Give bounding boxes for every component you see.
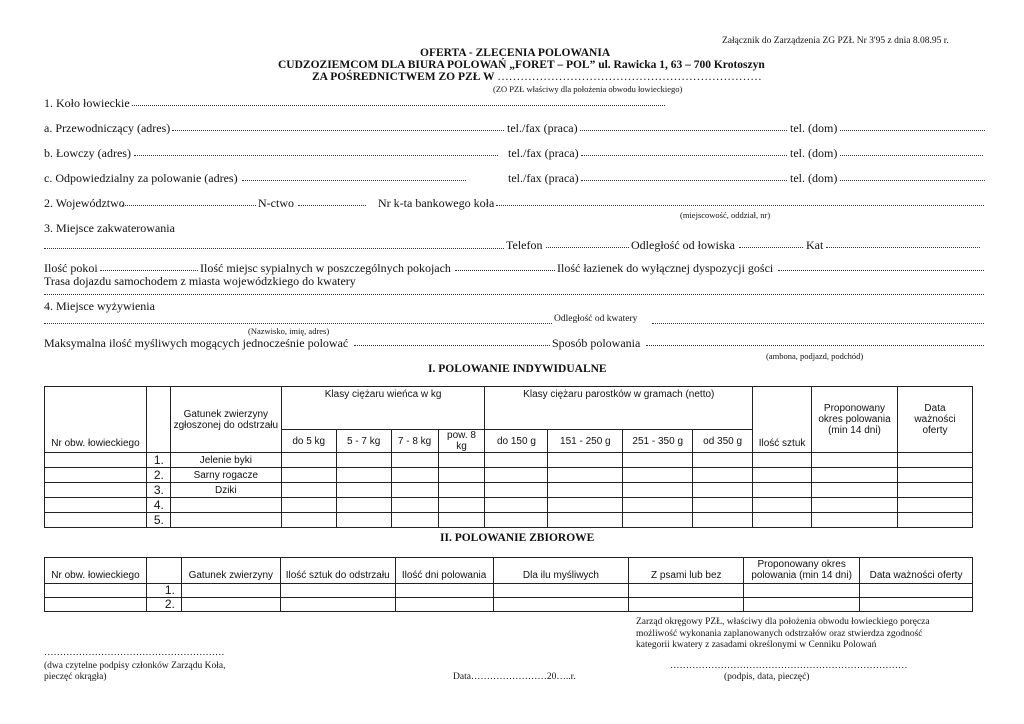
sub-header: do 150 g <box>485 430 548 453</box>
cell[interactable] <box>693 453 753 468</box>
col-header-antler-class: Klasy ciężaru wieńca w kg <box>281 387 485 430</box>
max-hunters-field[interactable] <box>354 345 550 346</box>
individual-hunting-table <box>44 386 973 528</box>
bathrooms-field[interactable] <box>778 270 984 271</box>
board-signature-note: (podpis, data, pieczęć) <box>724 672 810 682</box>
responsible-address-field[interactable] <box>242 180 466 181</box>
cell[interactable] <box>693 498 753 513</box>
cell[interactable] <box>45 513 147 528</box>
responsible-telfax-field[interactable] <box>581 180 787 181</box>
cell[interactable] <box>860 598 973 612</box>
cell[interactable] <box>897 483 972 498</box>
cell[interactable] <box>812 513 898 528</box>
cell[interactable] <box>391 498 438 513</box>
cell[interactable] <box>629 598 744 612</box>
method-note: (ambona, podjazd, podchód) <box>766 351 864 361</box>
sub-header: 251 - 350 g <box>623 430 693 453</box>
table-row <box>45 513 973 528</box>
forestry-label: N-ctwo <box>258 196 294 210</box>
cell[interactable] <box>753 453 812 468</box>
cell[interactable] <box>744 598 860 612</box>
cell[interactable] <box>438 468 485 483</box>
club-stamp-note: pieczęć okrągła) <box>44 672 107 682</box>
group-header-hunters: Dla ilu myśliwych <box>493 558 629 584</box>
col-header-species: Gatunek zwierzyny zgłoszonej do odstrzału <box>170 387 281 453</box>
group-header-district: Nr obw. łowieckiego <box>45 558 147 584</box>
cell[interactable] <box>623 513 693 528</box>
attachment-note: Załącznik do Zarządzenia ZG PZŁ Nr 3'95 z dnia 8.08.95 r. <box>722 36 949 46</box>
col-header-buck-class: Klasy ciężaru parostków w gramach (netto) <box>485 387 753 430</box>
voivodeship-field[interactable] <box>122 205 256 206</box>
lodging-distance-label: Odległość od kwatery <box>554 314 638 324</box>
cell[interactable] <box>281 468 336 483</box>
species-cell: Sarny rogacze <box>170 468 281 483</box>
table-row <box>45 468 973 483</box>
table-row <box>45 598 973 612</box>
board-signature-line[interactable]: ………………………………………………………………… <box>670 661 908 671</box>
cell[interactable] <box>548 453 623 468</box>
sub-header: 5 - 7 kg <box>336 430 391 453</box>
hunter-teldom-field[interactable] <box>840 155 983 156</box>
club-signature-note: (dwa czytelne podpisy członków Zarządu Koła, <box>44 661 226 671</box>
voivodeship-label: 2. Województwo <box>44 196 125 210</box>
date-field[interactable]: Data……………………20…..r. <box>453 672 576 682</box>
kolo-field[interactable] <box>132 105 665 106</box>
col-header-district: Nr obw. łowieckiego <box>45 387 147 453</box>
cell[interactable] <box>753 468 812 483</box>
sub-header: 151 - 250 g <box>548 430 623 453</box>
hunting-distance-field[interactable] <box>739 247 803 248</box>
cell[interactable] <box>493 598 629 612</box>
cell[interactable] <box>281 498 336 513</box>
cell[interactable] <box>485 498 548 513</box>
cell[interactable] <box>485 483 548 498</box>
cell[interactable] <box>45 498 147 513</box>
col-header-period: Proponowany okres polowania (min 14 dni) <box>812 387 898 453</box>
hunter-label: b. Łowczy (adres) <box>44 146 131 160</box>
cell[interactable] <box>812 453 898 468</box>
row-number: 4. <box>146 498 170 513</box>
category-label: Kat <box>806 238 824 252</box>
row-number: 5. <box>146 513 170 528</box>
cell[interactable] <box>336 483 391 498</box>
cell[interactable] <box>45 584 147 598</box>
max-hunters-label: Maksymalna ilość myśliwych mogących jednocześnie polować <box>44 336 349 350</box>
row-number: 3. <box>146 483 170 498</box>
zo-note: (ZO PZŁ właściwy dla położenia obwodu łowieckiego) <box>493 84 683 94</box>
species-cell: Jelenie byki <box>170 453 281 468</box>
bank-account-label: Nr k-ta bankowego koła <box>378 196 495 210</box>
cell[interactable] <box>438 513 485 528</box>
cell[interactable] <box>548 498 623 513</box>
cell[interactable] <box>181 598 280 612</box>
form-title: OFERTA - ZLECENIA POLOWANIA <box>420 47 611 59</box>
cell[interactable] <box>281 483 336 498</box>
cell[interactable] <box>45 468 147 483</box>
cell[interactable] <box>280 598 395 612</box>
table-row <box>45 483 973 498</box>
chairman-label: a. Przewodniczący (adres) <box>44 121 171 135</box>
hunting-method-label: Sposób polowania <box>552 336 641 350</box>
section-group-title: II. POLOWANIE ZBIOROWE <box>440 532 595 544</box>
cell[interactable] <box>744 584 860 598</box>
phone-label: Telefon <box>506 238 543 252</box>
forestry-field[interactable] <box>298 205 366 206</box>
name-note: (Nazwisko, imię, adres) <box>248 326 330 336</box>
group-header-num <box>146 558 181 584</box>
hunter-telfax-label: tel./fax (praca) <box>508 146 579 160</box>
cell[interactable] <box>897 468 972 483</box>
col-header-num <box>146 387 170 453</box>
form-subtitle: CUDZOZIEMCOM DLA BIURA POLOWAŃ „FORET – POL” ul. Rawicka 1, 63 – 700 Krotoszyn <box>278 59 765 71</box>
cell[interactable] <box>281 513 336 528</box>
kolo-label: 1. Koło łowieckie <box>44 96 130 110</box>
cell[interactable] <box>897 498 972 513</box>
chairman-telfax-label: tel./fax (praca) <box>507 121 578 135</box>
cell[interactable] <box>336 513 391 528</box>
cell[interactable] <box>395 584 493 598</box>
meals-field[interactable] <box>44 323 552 324</box>
group-header-period: Proponowany okres polowania (min 14 dni) <box>744 558 860 584</box>
cell[interactable] <box>753 483 812 498</box>
route-label: Trasa dojazdu samochodem z miasta wojewódzkiego do kwatery <box>44 274 356 288</box>
cell[interactable] <box>623 453 693 468</box>
row-number: 1. <box>146 453 170 468</box>
table-row <box>45 584 973 598</box>
chairman-teldom-label: tel. (dom) <box>790 121 838 135</box>
hunter-teldom-label: tel. (dom) <box>790 146 838 160</box>
responsible-label: c. Odpowiedzialny za polowanie (adres) <box>44 171 238 185</box>
row-number: 1. <box>146 584 181 598</box>
row-number: 2. <box>146 598 181 612</box>
bank-account-field[interactable] <box>496 205 984 206</box>
cell[interactable] <box>548 468 623 483</box>
group-header-dogs: Z psami lub bez <box>629 558 744 584</box>
form-subtitle-zo: ZA POŚREDNICTWEM ZO PZŁ W …………………………………………………………… <box>312 71 762 83</box>
accommodation-field[interactable] <box>44 248 504 249</box>
cell[interactable] <box>336 498 391 513</box>
cell[interactable] <box>623 483 693 498</box>
species-cell[interactable] <box>170 513 281 528</box>
cell[interactable] <box>623 498 693 513</box>
rooms-label: Ilość pokoi <box>44 261 98 275</box>
table-row <box>45 498 973 513</box>
category-field[interactable] <box>826 247 980 248</box>
hunter-telfax-field[interactable] <box>581 155 787 156</box>
table-row <box>45 453 973 468</box>
chairman-teldom-field[interactable] <box>840 130 985 131</box>
cell[interactable] <box>812 498 898 513</box>
group-header-days: Ilość dni polowania <box>395 558 493 584</box>
cell[interactable] <box>693 468 753 483</box>
phone-field[interactable] <box>546 247 629 248</box>
beds-label: Ilość miejsc sypialnych w poszczególnych pokojach <box>200 261 451 275</box>
sub-header: do 5 kg <box>281 430 336 453</box>
cell[interactable] <box>693 513 753 528</box>
group-header-count: Ilość sztuk do odstrzału <box>280 558 395 584</box>
lodging-distance-field[interactable] <box>652 323 984 324</box>
cell[interactable] <box>438 453 485 468</box>
bathrooms-label: Ilość łazienek do wyłącznej dyspozycji gości <box>557 261 774 275</box>
cell[interactable] <box>860 584 973 598</box>
cell[interactable] <box>391 483 438 498</box>
chairman-telfax-field[interactable] <box>580 130 787 131</box>
board-guarantee-line3: kategorii kwatery z zasadami określonymi w Cenniku Polowań <box>636 640 877 650</box>
board-guarantee-line2: możliwość wykonania zaplanowanych odstrzałów oraz stwierdza zgodność <box>636 629 923 639</box>
cell[interactable] <box>897 513 972 528</box>
accommodation-label: 3. Miejsce zakwaterowania <box>44 221 175 235</box>
cell[interactable] <box>812 483 898 498</box>
cell[interactable] <box>391 453 438 468</box>
cell[interactable] <box>485 453 548 468</box>
cell[interactable] <box>45 453 147 468</box>
chairman-address-field[interactable] <box>172 130 504 131</box>
sub-header: 7 - 8 kg <box>391 430 438 453</box>
hunting-method-field[interactable] <box>646 345 984 346</box>
group-hunting-table <box>44 557 973 612</box>
rooms-field[interactable] <box>100 270 198 271</box>
cell[interactable] <box>336 453 391 468</box>
beds-field[interactable] <box>455 270 555 271</box>
cell[interactable] <box>336 468 391 483</box>
cell[interactable] <box>623 468 693 483</box>
cell[interactable] <box>181 584 280 598</box>
cell[interactable] <box>485 513 548 528</box>
cell[interactable] <box>438 483 485 498</box>
responsible-telfax-label: tel./fax (praca) <box>508 171 579 185</box>
cell[interactable] <box>629 584 744 598</box>
col-header-count: Ilość sztuk <box>753 387 812 453</box>
club-signature-line[interactable]: ………………………………………………… <box>44 648 225 658</box>
hunting-distance-label: Odległość od łowiska <box>631 238 735 252</box>
col-header-validity: Data ważności oferty <box>897 387 972 453</box>
species-cell[interactable] <box>170 498 281 513</box>
cell[interactable] <box>485 468 548 483</box>
cell[interactable] <box>391 468 438 483</box>
cell[interactable] <box>395 598 493 612</box>
responsible-teldom-field[interactable] <box>840 180 985 181</box>
sub-header: pow. 8 kg <box>438 430 485 453</box>
cell[interactable] <box>281 453 336 468</box>
cell[interactable] <box>45 598 147 612</box>
location-note: (miejscowość, oddział, nr) <box>680 210 771 220</box>
route-field[interactable] <box>44 294 984 295</box>
cell[interactable] <box>280 584 395 598</box>
sub-header: od 350 g <box>693 430 753 453</box>
cell[interactable] <box>753 498 812 513</box>
board-guarantee-line1: Zarząd okręgowy PZŁ, właściwy dla położenia obwodu łowieckiego poręcza <box>636 617 930 627</box>
section-individual-title: I. POLOWANIE INDYWIDUALNE <box>428 363 607 375</box>
hunter-address-field[interactable] <box>134 155 498 156</box>
cell[interactable] <box>548 483 623 498</box>
row-number: 2. <box>146 468 170 483</box>
species-cell: Dziki <box>170 483 281 498</box>
cell[interactable] <box>812 468 898 483</box>
cell[interactable] <box>391 513 438 528</box>
cell[interactable] <box>897 453 972 468</box>
cell[interactable] <box>548 513 623 528</box>
responsible-teldom-label: tel. (dom) <box>790 171 838 185</box>
cell[interactable] <box>753 513 812 528</box>
cell[interactable] <box>45 483 147 498</box>
cell[interactable] <box>493 584 629 598</box>
meals-label: 4. Miejsce wyżywienia <box>44 299 155 313</box>
cell[interactable] <box>438 498 485 513</box>
cell[interactable] <box>693 483 753 498</box>
group-header-validity: Data ważności oferty <box>860 558 973 584</box>
group-header-species: Gatunek zwierzyny <box>181 558 280 584</box>
